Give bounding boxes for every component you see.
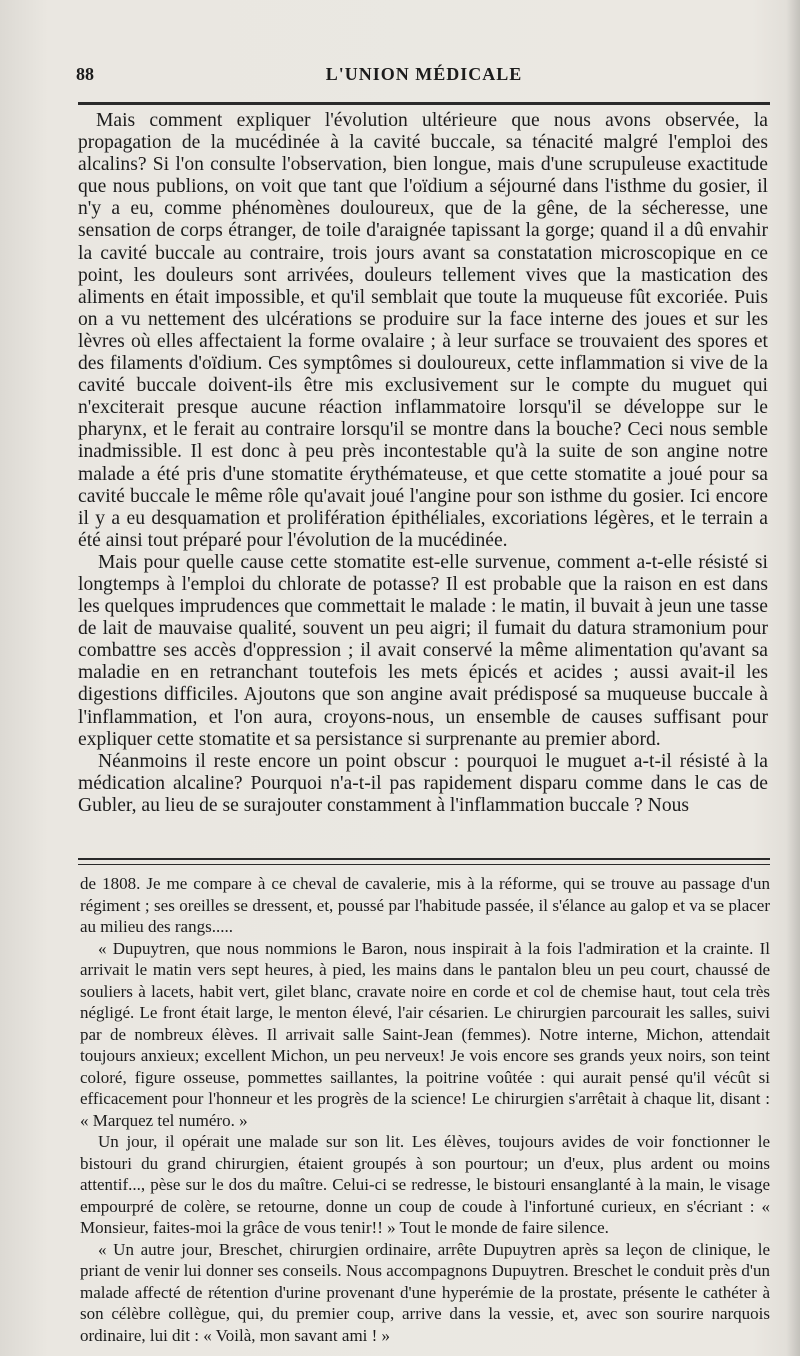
main-text [78, 110, 768, 817]
footnote-text [80, 873, 770, 1346]
page-edge-shadow [786, 0, 800, 1356]
footnote-paragraph: « Un autre jour, Breschet, chirurgien ordinaire, arrête Dupuytren après sa leçon de clinique, le priant de venir lui donner ses conseils. Nous accompagnons Dupuytren. Breschet le conduit près d'un malade affecté de rétention d'urine provenant d'une hyperémie de la prostate, présente le cathéter à son célèbre collègue, qui, du premier coup, arrive dans la vessie, et, avec son sourire narquois ordinaire, lui dit : « Voilà, mon savant ami ! » [80, 1239, 770, 1345]
footnote-paragraph: de 1808. Je me compare à ce cheval de cavalerie, mis à la réforme, qui se trouve au passage d'un régiment ; ses oreilles se dressent, et, poussé par l'habitude passée, il s'élance au galop et va se placer au milieu des rangs..... [80, 874, 770, 936]
running-head: L'UNION MÉDICALE [325, 64, 523, 84]
footnote-paragraph: Un jour, il opérait une malade sur son lit. Les élèves, toujours avides de voir fonctionner le bistouri du grand chirurgien, étaient groupés à son pourtour; un d'eux, plus ardent ou moins attentif..., pèse sur le dos du maître. Celui-ci se redresse, le bistouri ensanglanté à la main, le visage empourpré de colère, se retourne, donne un coup de coude à l'infortuné curieux, en s'écriant : « Monsieur, faites-moi la grâce de vous tenir!! » Tout le monde de faire silence. [80, 1132, 770, 1237]
page-header [76, 64, 772, 88]
page-number: 88 [76, 64, 94, 84]
main-paragraph: Néanmoins il reste encore un point obscur : pourquoi le muguet a-t-il résisté à la médication alcaline? Pourquoi n'a-t-il pas rapidement disparu comme dans le cas de Gubler, au lieu de se surajouter constamment à l'inflammation buccale ? Nous [78, 750, 768, 816]
main-paragraph: Mais pour quelle cause cette stomatite est-elle survenue, comment a-t-elle résisté si longtemps à l'emploi du chlorate de potasse? Il est probable que la raison en est dans les quelques imprudences que commettait le malade : le matin, il buvait à jeun une tasse de lait de mauvaise qualité, souvent un peu aigri; il fumait du datura stramonium pour combattre ses accès d'oppression ; il avait conservé la même alimentation qu'avant sa maladie en en retranchant toutefois les mets épicés et acides ; aussi avait-il les digestions difficiles. Ajoutons que son angine avait prédisposé sa muqueuse buccale à l'inflammation, et l'on aura, croyons-nous, un ensemble de causes suffisant pour expliquer cette stomatite et sa persistance si surprenante au premier abord. [78, 551, 768, 750]
footnote-rule [78, 858, 770, 865]
header-rule [78, 102, 770, 105]
footnote-paragraph: « Dupuytren, que nous nommions le Baron, nous inspirait à la fois l'admiration et la crainte. Il arrivait le matin vers sept heures, à pied, les mains dans le pantalon bleu un peu court, chaussé de souliers à lacets, habit vert, gilet blanc, cravate noire en corde et col de chemise haut, tout cela très négligé. Le front était large, le menton élevé, l'air césarien. Le chirurgien parcourait les salles, suivi par de nombreux élèves. Il arrivait salle Saint-Jean (femmes). Notre interne, Michon, attendait toujours anxieux; excellent Michon, un peu nerveux! Je vois encore ses grands yeux noirs, son teint coloré, figure osseuse, pommettes saillantes, la poitrine voûtée : qui aurait pensé qu'il vécût si efficacement pour l'honneur et les progrès de la science! Le chirurgien s'arrêtait à chaque lit, disant : « Marquez tel numéro. » [80, 938, 770, 1130]
main-paragraph: Mais comment expliquer l'évolution ultérieure que nous avons observée, la propagation de la mucédinée à la cavité buccale, sa ténacité malgré l'emploi des alcalins? Si l'on consulte l'observation, bien longue, mais d'une scrupuleuse exactitude que nous publions, on voit que tant que l'oïdium a séjourné dans l'isthme du gosier, il n'y a eu, comme phénomènes douloureux, que de la gêne, de la sécheresse, une sensation de corps étranger, de toile d'araignée tapissant la gorge; quand il a dû envahir la cavité buccale au contraire, trois jours avant sa constatation microscopique en ce point, les douleurs sont arrivées, douleurs tellement vives que la mastication des aliments en était impossible, et qu'il semblait que toute la muqueuse fût excoriée. Puis on a vu nettement des ulcérations se produire sur la face interne des joues et sur les lèvres où elles affectaient la forme ovalaire ; à leur surface se trouvaient des spores et des filaments d'oïdium. Ces symptômes si douloureux, cette inflammation si vive de la cavité buccale doivent-ils être mis exclusivement sur le compte du muguet qui n'exciterait presque aucune réaction inflammatoire lorsqu'il se développe sur le pharynx, et le ferait au contraire lorsqu'il se montre dans la bouche? Ceci nous semble inadmissible. Il est donc à peu près incontestable qu'à la suite de son angine notre malade a été pris d'une stomatite érythémateuse, et que cette stomatite a joué pour sa cavité buccale le même rôle qu'avait joué l'angine pour son isthme du gosier. Ici encore il y a eu desquamation et prolifération épithéliales, excoriations légères, et le terrain a été ainsi tout préparé pour l'évolution de la mucédinée. [78, 110, 768, 551]
